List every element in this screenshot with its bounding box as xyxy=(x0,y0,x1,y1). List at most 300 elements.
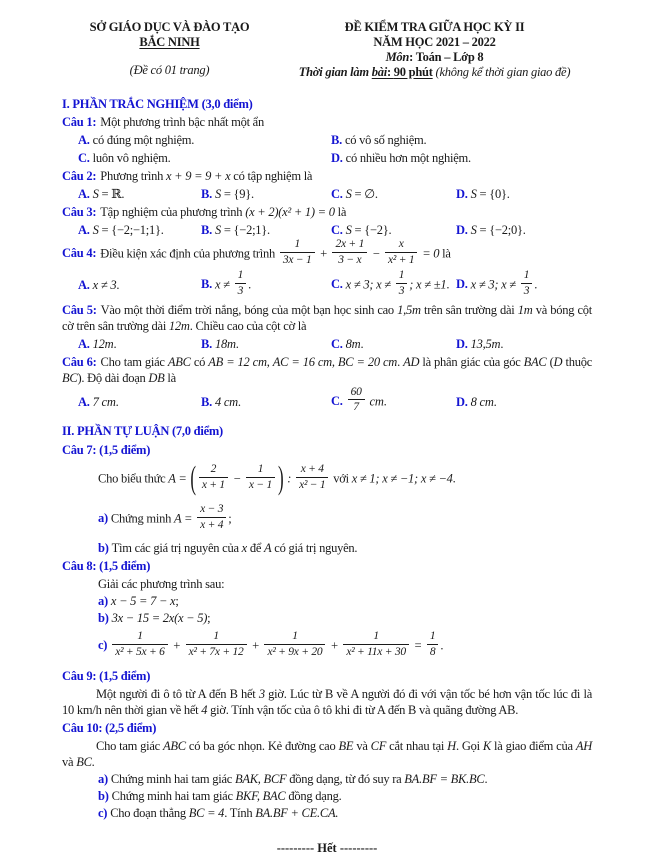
text-run: ; xyxy=(207,610,211,625)
question-label: Câu 3: xyxy=(62,205,97,219)
option-letter: B. xyxy=(201,277,212,291)
option-b xyxy=(201,221,331,239)
text-run: Một người đi ô tô từ A đến B hết xyxy=(96,686,259,701)
math-run: + xyxy=(316,246,331,261)
math-run: BKF, BAC xyxy=(235,788,286,803)
math-run: CF xyxy=(370,738,387,753)
math-run: AB = 12 cm xyxy=(208,354,267,369)
math-run: (x + 2)(x² + 1) = 0 xyxy=(245,205,335,219)
math-run: cm xyxy=(366,393,384,408)
text-run: = {−2}. xyxy=(351,223,392,237)
fraction xyxy=(332,238,367,267)
fraction-numerator: 1 xyxy=(235,269,247,284)
math-run: 8 cm xyxy=(470,394,494,409)
math-run: S xyxy=(345,223,352,237)
sub-item xyxy=(98,771,592,787)
option-letter: C. xyxy=(331,393,343,408)
fraction-numerator: 1 xyxy=(521,269,533,284)
section-heading: I. PHẦN TRẮC NGHIỆM (3,0 điểm) xyxy=(62,97,253,111)
issuer-name: SỞ GIÁO DỤC VÀ ĐÀO TẠO xyxy=(89,20,250,34)
sub-item xyxy=(98,593,592,609)
text-run: . xyxy=(116,278,120,293)
text-run: Chứng minh hai tam giác xyxy=(110,771,235,786)
question-label: Câu 1: xyxy=(62,115,97,129)
text-run: giờ. Lúc từ B về A người đó đi với vận tốc bé hơn vận tốc lúc đi là 10 km/h nên thời gian về hết xyxy=(62,686,592,717)
option-letter: D. xyxy=(456,277,468,291)
option-letter: A. xyxy=(78,133,90,147)
option-b xyxy=(201,335,331,353)
fraction-numerator: 60 xyxy=(348,386,365,401)
math-run: + xyxy=(169,638,184,652)
math-run: 13,5m xyxy=(470,336,501,351)
end-dashes-left: --------- xyxy=(276,840,315,855)
option-a xyxy=(78,221,201,239)
math-run: S xyxy=(214,223,221,237)
sub-item xyxy=(98,627,592,666)
text-run: là phân giác của góc xyxy=(419,354,524,369)
text-run: có ba góc nhọn. Kẻ đường cao xyxy=(185,738,339,753)
text-run: Cho tam giác xyxy=(100,354,168,369)
fraction-numerator: 1 xyxy=(112,630,167,645)
option-letter: A. xyxy=(78,187,90,201)
option-letter: A. xyxy=(78,278,90,293)
text-run: Điều kiện xác định của phương trình xyxy=(100,246,278,261)
fraction-numerator: 1 xyxy=(246,463,275,478)
paragraph xyxy=(98,576,592,592)
option-c xyxy=(78,149,331,167)
options-row xyxy=(78,185,592,203)
option-letter: C. xyxy=(331,223,343,237)
option-a xyxy=(78,131,331,149)
math-run: ; x ≠ ±1 xyxy=(409,277,447,291)
math-run: ABC xyxy=(167,354,191,369)
question-label: Câu 5: xyxy=(62,302,97,317)
sub-item-letter: c) xyxy=(98,805,108,820)
text-run: . xyxy=(237,394,241,409)
text-run: Chứng minh xyxy=(110,511,174,526)
text-run: ( xyxy=(546,354,554,369)
math-run: x ≠ 3; x ≠ xyxy=(470,277,519,291)
option-letter: A. xyxy=(78,336,90,351)
option-b xyxy=(201,393,331,411)
question xyxy=(62,240,592,269)
math-run: + xyxy=(327,638,342,652)
option-d xyxy=(456,221,592,239)
fraction xyxy=(385,238,417,267)
text-run: Phương trình xyxy=(100,169,166,183)
subject-line xyxy=(277,50,592,65)
time-colon: : xyxy=(386,65,394,79)
text-run: . xyxy=(484,771,488,786)
math-run: 1m xyxy=(517,302,533,317)
text-run: có vô số nghiệm. xyxy=(344,133,427,147)
exam-title: ĐỀ KIỂM TRA GIỮA HỌC KỲ II xyxy=(344,20,525,34)
page-count-note: (Đề có 01 trang) xyxy=(129,63,210,77)
school-year: NĂM HỌC 2021 – 2022 xyxy=(373,35,496,49)
text-run: . xyxy=(360,336,364,351)
sub-item xyxy=(98,610,592,626)
fraction-denominator: x² + 5x + 6 xyxy=(115,645,165,658)
text-run: . xyxy=(91,754,95,769)
text-run: và xyxy=(353,738,371,753)
text-run: . xyxy=(446,277,450,291)
text-run: = {−2;1}. xyxy=(220,223,270,237)
math-run: BC = 4 xyxy=(188,805,225,820)
fraction xyxy=(348,386,365,415)
paragraph xyxy=(98,460,592,499)
sub-item-letter: b) xyxy=(98,788,109,803)
text-run: = {0}. xyxy=(476,187,510,201)
fraction-numerator: x xyxy=(385,238,417,253)
option-d xyxy=(456,185,592,203)
fraction-numerator: 1 xyxy=(427,630,439,645)
sub-item-letter: b) xyxy=(98,540,109,555)
option-letter: A. xyxy=(78,394,90,409)
end-label: Hết xyxy=(317,840,337,855)
options-row xyxy=(78,387,592,418)
option-letter: D. xyxy=(456,187,468,201)
option-b xyxy=(331,131,592,149)
time-note: (không kể thời gian giao đề) xyxy=(432,65,571,79)
math-run: x ≠ 3; x ≠ xyxy=(345,277,394,291)
math-run: = xyxy=(410,638,425,652)
option-letter: C. xyxy=(331,277,343,291)
text-run: , xyxy=(266,354,273,369)
fraction-denominator: 3 − x xyxy=(338,253,362,266)
text-run: Một phương trình bậc nhất một ẩn xyxy=(100,115,264,129)
options-row xyxy=(78,270,592,301)
text-run: là xyxy=(164,370,176,385)
question-heading: Câu 8: (1,5 điểm) xyxy=(62,558,151,573)
fraction xyxy=(343,630,409,659)
fraction-denominator: 3 xyxy=(523,284,530,297)
time-value: 90 phút xyxy=(393,65,433,79)
sub-item-letter: a) xyxy=(98,593,108,608)
sub-item xyxy=(98,540,592,556)
math-run: H xyxy=(447,738,456,753)
text-run: ; xyxy=(175,593,179,608)
text-run: với xyxy=(330,471,352,486)
fraction-numerator: 2x + 1 xyxy=(332,238,367,253)
option-c xyxy=(331,270,456,301)
fraction-denominator: 3 xyxy=(398,284,405,297)
math-run: − xyxy=(369,246,384,261)
math-run: AH xyxy=(575,738,592,753)
math-run: BAK, BCF xyxy=(234,771,287,786)
math-run: S xyxy=(92,187,99,201)
text-run: . xyxy=(440,638,444,652)
math-run: x ≠ 3 xyxy=(92,278,117,293)
option-a xyxy=(78,276,201,294)
text-run: . xyxy=(493,394,497,409)
options-row xyxy=(78,221,592,239)
question-label: Câu 4: xyxy=(62,246,97,261)
fraction-numerator: 1 xyxy=(186,630,247,645)
option-c xyxy=(331,185,456,203)
option-letter: B. xyxy=(201,187,212,201)
math-run: − xyxy=(229,471,244,486)
text-run: là giao điểm của xyxy=(490,738,576,753)
math-run: x ≠ 1; x ≠ −1; x ≠ −4 xyxy=(351,471,453,486)
math-run: AD xyxy=(403,354,420,369)
math-run: x − 5 = 7 − x xyxy=(110,593,176,608)
math-run: A = xyxy=(173,511,196,526)
math-run: K xyxy=(482,738,491,753)
option-b xyxy=(201,270,331,301)
fraction-denominator: x² + 9x + 20 xyxy=(267,645,323,658)
fraction-denominator: x² + 7x + 12 xyxy=(188,645,244,658)
fraction-denominator: 3x − 1 xyxy=(282,253,312,266)
text-run: = {−2;−1;1}. xyxy=(98,223,164,237)
text-run: Cho tam giác xyxy=(96,738,164,753)
fraction-numerator: x + 4 xyxy=(296,463,328,478)
question-label: Câu 2: xyxy=(62,169,97,183)
math-run: 8m xyxy=(345,336,361,351)
option-d xyxy=(456,393,592,411)
option-a xyxy=(78,185,201,203)
fraction xyxy=(199,463,228,492)
end-dashes-right: --------- xyxy=(339,840,378,855)
math-run: S xyxy=(214,187,221,201)
text-run: có tập nghiệm là xyxy=(230,169,313,183)
text-run: Giải các phương trình sau: xyxy=(98,576,225,591)
time-label-2: bài xyxy=(371,65,387,79)
sub-item-letter: a) xyxy=(98,511,108,526)
text-run: . xyxy=(397,354,404,369)
text-run: có đúng một nghiệm. xyxy=(92,133,195,147)
text-run: là xyxy=(439,246,451,261)
document-body xyxy=(62,96,592,821)
fraction xyxy=(427,630,439,659)
math-run: 3x − 15 = 2x(x − 5) xyxy=(111,610,208,625)
option-letter: B. xyxy=(201,223,212,237)
fraction-numerator: x − 3 xyxy=(197,503,226,518)
text-run: Cho đoạn thẳng xyxy=(110,805,189,820)
fraction-denominator: 8 xyxy=(429,645,436,658)
text-run: . xyxy=(115,394,119,409)
text-run: để xyxy=(246,540,264,555)
text-run: = {−2;0}. xyxy=(476,223,526,237)
question-heading: Câu 7: (1,5 điểm) xyxy=(62,443,151,458)
math-run: BC xyxy=(76,754,92,769)
math-run: S xyxy=(92,223,99,237)
text-run: đồng dạng. xyxy=(285,788,342,803)
fraction-numerator: 2 xyxy=(199,463,228,478)
fraction-numerator: 1 xyxy=(343,630,409,645)
text-run: thuộc xyxy=(562,354,592,369)
fraction-denominator: x + 1 xyxy=(201,479,225,492)
math-run: 1,5m xyxy=(397,302,421,317)
text-run: . Tính xyxy=(224,805,256,820)
text-run: . xyxy=(452,471,456,486)
time-label-1: Thời gian làm xyxy=(298,65,372,79)
fraction xyxy=(112,630,167,659)
option-letter: C. xyxy=(78,151,90,165)
text-run: = ℝ. xyxy=(98,187,125,201)
fraction-denominator: x² + 1 xyxy=(388,253,415,266)
text-run: là xyxy=(334,205,347,219)
option-letter: C. xyxy=(331,187,343,201)
option-letter: B. xyxy=(331,133,342,147)
fraction xyxy=(186,630,247,659)
math-run: 4 xyxy=(201,702,208,717)
math-run: BAC xyxy=(523,354,547,369)
fraction-denominator: x² + 11x + 30 xyxy=(346,645,406,658)
text-run: giờ. Tính vận tốc của ô tô khi đi từ A đến B và quãng đường AB. xyxy=(207,702,519,717)
sub-item-letter: b) xyxy=(98,610,109,625)
text-run: . xyxy=(248,277,252,291)
fraction-numerator: 1 xyxy=(396,269,408,284)
option-a xyxy=(78,393,201,411)
issuer-block xyxy=(62,20,277,80)
end-marker xyxy=(62,841,592,856)
math-run: 3 xyxy=(258,686,265,701)
math-run: BA.BF = BK.BC xyxy=(404,771,485,786)
text-run: = ∅. xyxy=(351,187,378,201)
math-run: AC = 16 cm, BC = 20 cm xyxy=(272,354,398,369)
option-letter: B. xyxy=(201,336,212,351)
fraction xyxy=(296,463,328,492)
question xyxy=(62,114,592,130)
big-paren: ) xyxy=(278,459,284,496)
sub-item-letter: c) xyxy=(98,638,108,652)
option-c xyxy=(331,335,456,353)
fraction xyxy=(280,238,315,267)
text-run: Tập nghiệm của phương trình xyxy=(100,205,246,219)
fraction-denominator: x + 4 xyxy=(200,518,224,531)
text-run: cắt nhau tại xyxy=(386,738,448,753)
text-run: Tìm các giá trị nguyên của xyxy=(111,540,242,555)
text-run: . xyxy=(235,336,239,351)
sub-item xyxy=(98,788,592,804)
question xyxy=(62,168,592,184)
option-d xyxy=(331,149,592,167)
big-paren: ( xyxy=(190,459,196,496)
option-letter: D. xyxy=(456,336,468,351)
text-run: ). Độ dài đoạn xyxy=(77,370,149,385)
text-run: trên sân trường dài xyxy=(420,302,518,317)
paragraph xyxy=(62,686,592,718)
text-run: . xyxy=(383,393,387,408)
text-run: đồng dạng, từ đó suy ra xyxy=(286,771,405,786)
text-run: có nhiều hơn một nghiệm. xyxy=(345,151,471,165)
fraction xyxy=(246,463,275,492)
option-letter: D. xyxy=(331,151,343,165)
fraction-numerator: 1 xyxy=(280,238,315,253)
question xyxy=(62,354,592,386)
math-run: 18m xyxy=(214,336,236,351)
math-run: BE xyxy=(338,738,354,753)
question xyxy=(62,204,592,220)
question-heading: Câu 10: (2,5 điểm) xyxy=(62,720,157,735)
math-run: S xyxy=(345,187,352,201)
math-run: + xyxy=(248,638,263,652)
sub-item xyxy=(98,500,592,539)
option-letter: C. xyxy=(331,336,343,351)
option-d xyxy=(456,335,592,353)
text-run: . Gọi xyxy=(455,738,483,753)
math-run: ABC xyxy=(163,738,186,753)
time-line xyxy=(277,65,592,80)
text-run: . Chiều cao của cột cờ là xyxy=(189,318,307,333)
math-run: BC xyxy=(62,370,78,385)
sub-item xyxy=(98,805,592,821)
fraction-denominator: 7 xyxy=(353,401,359,414)
text-run: Cho biểu thức xyxy=(98,471,169,486)
option-letter: B. xyxy=(201,394,212,409)
section-heading: II. PHẦN TỰ LUẬN (7,0 điểm) xyxy=(62,424,223,439)
math-run: x + 9 = 9 + x xyxy=(165,169,231,183)
math-run: BA.BF + CE.CA. xyxy=(255,805,339,820)
math-run: S xyxy=(470,223,477,237)
text-run: luôn vô nghiệm. xyxy=(92,151,171,165)
exam-title-block xyxy=(277,20,592,80)
fraction xyxy=(264,630,325,659)
math-run: 7 cm xyxy=(92,394,116,409)
text-run: và xyxy=(62,754,77,769)
text-run: . xyxy=(500,336,504,351)
option-letter: D. xyxy=(456,223,468,237)
math-run: x ≠ xyxy=(214,277,233,291)
fraction xyxy=(521,269,533,298)
math-run: 12m xyxy=(92,336,114,351)
math-run: A xyxy=(264,540,272,555)
math-run: A = xyxy=(168,471,190,486)
math-run: : xyxy=(284,471,295,486)
fraction-numerator: 1 xyxy=(264,630,325,645)
option-b xyxy=(201,185,331,203)
options-row xyxy=(78,335,592,353)
paragraph xyxy=(62,738,592,770)
issuer-province: BẮC NINH xyxy=(139,35,200,49)
fraction xyxy=(197,503,226,532)
option-letter: D. xyxy=(456,394,468,409)
subject-value: : Toán – Lớp 8 xyxy=(409,50,484,64)
document-header xyxy=(62,20,592,80)
math-run: x xyxy=(241,540,247,555)
text-run: = {9}. xyxy=(220,187,254,201)
fraction xyxy=(396,269,408,298)
fraction-denominator: x² − 1 xyxy=(299,479,326,492)
fraction-denominator: x − 1 xyxy=(248,479,272,492)
math-run: = 0 xyxy=(419,246,440,261)
math-run: DB xyxy=(148,370,165,385)
question-heading: Câu 9: (1,5 điểm) xyxy=(62,668,151,683)
text-run: có xyxy=(190,354,209,369)
option-a xyxy=(78,335,201,353)
option-d xyxy=(456,270,592,301)
question-label: Câu 6: xyxy=(62,354,97,369)
subject-label: Môn xyxy=(385,50,410,64)
text-run: Vào một thời điểm trời nắng, bóng của một bạn học sinh cao xyxy=(100,302,398,317)
option-c xyxy=(331,221,456,239)
text-run: . xyxy=(534,277,538,291)
options-row xyxy=(78,131,592,167)
math-run: 4 cm xyxy=(214,394,238,409)
text-run: Chứng minh hai tam giác xyxy=(111,788,236,803)
math-run: S xyxy=(470,187,477,201)
fraction xyxy=(235,269,247,298)
option-c xyxy=(331,387,456,418)
option-letter: A. xyxy=(78,223,90,237)
text-run: và bóng cột cờ trên sân trường dài xyxy=(62,302,592,333)
text-run: . xyxy=(113,336,117,351)
text-run: có giá trị nguyên. xyxy=(271,540,358,555)
math-run: 12m xyxy=(168,318,190,333)
sub-item-letter: a) xyxy=(98,771,108,786)
text-run: ; xyxy=(228,511,232,526)
question xyxy=(62,302,592,334)
